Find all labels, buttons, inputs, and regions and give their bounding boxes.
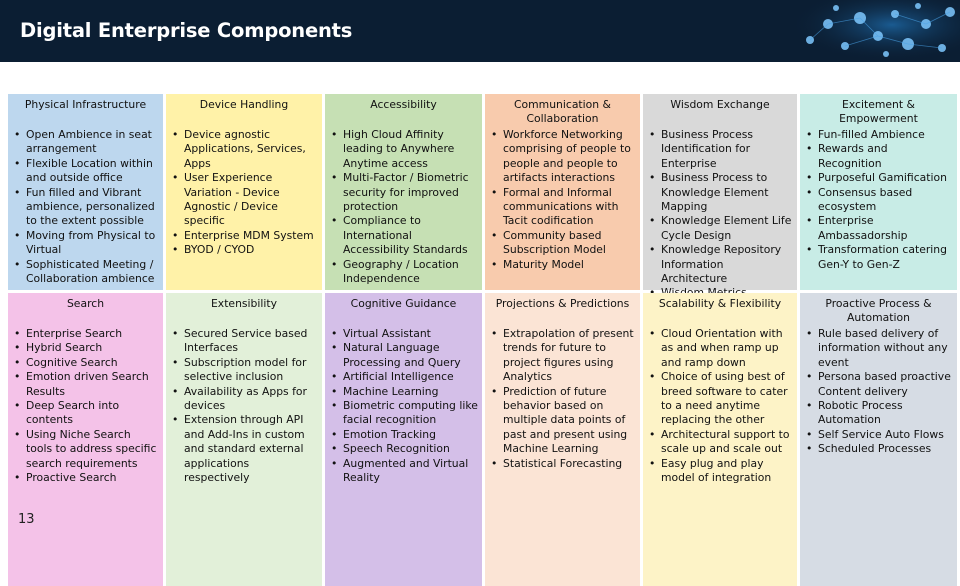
bullet-item: • Enterprise Ambassadorship [818, 214, 953, 243]
bullet-item: • Multi-Factor / Biometric security for improved protection [343, 171, 478, 214]
bullet-item: • Choice of using best of breed software to cater to a need anytime replacing the other [661, 370, 793, 428]
card-title: Device Handling [199, 98, 289, 111]
card-bullet-list [329, 327, 478, 485]
card-bullet-list [12, 128, 159, 286]
bullet-item: • Geography / Location Independence [343, 258, 478, 287]
bullet-item: • Persona based proactive Content delivery [818, 370, 953, 399]
bullet-item: • Scheduled Processes [818, 442, 953, 456]
card-bullet-list [12, 327, 159, 485]
bullet-item: • Purposeful Gamification [818, 171, 953, 185]
bullet-item: • Self Service Auto Flows [818, 428, 953, 442]
card-bullet-list [647, 128, 793, 301]
bullet-item: • Virtual Assistant [343, 327, 478, 341]
bullet-item: • Flexible Location within and outside office [26, 157, 159, 186]
bullet-item: • Biometric computing like facial recognition [343, 399, 478, 428]
search-card [8, 293, 163, 586]
bullet-item: • Fun filled and Vibrant ambience, personalized to the extent possible [26, 186, 159, 229]
bullet-item: • Proactive Search [26, 471, 159, 485]
bullet-item: • Availability as Apps for devices [184, 385, 318, 414]
communication-collaboration-card [485, 94, 640, 290]
bullet-item: • Emotion driven Search Results [26, 370, 159, 399]
bullet-item: • Prediction of future behavior based on multiple data points of past and present using Machine Learning [503, 385, 636, 457]
bullet-item: • Fun-filled Ambience [818, 128, 953, 142]
bullet-item: • Extrapolation of present trends for future to project figures using Analytics [503, 327, 636, 385]
bullet-item: • Workforce Networking comprising of people to people and people to artifacts interactions [503, 128, 636, 186]
bullet-item: • Deep Search into contents [26, 399, 159, 428]
bullet-item: • High Cloud Affinity leading to Anywhere Anytime access [343, 128, 478, 171]
components-row-1 [8, 94, 957, 290]
scalability-flexibility-card [643, 293, 797, 586]
card-title: Wisdom Exchange [670, 98, 770, 111]
physical-infrastructure-card [8, 94, 163, 290]
bullet-item: • User Experience Variation - Device Agnostic / Device specific [184, 171, 318, 229]
card-title: Projections & Predictions [495, 297, 630, 310]
card-title: Extensibility [210, 297, 278, 310]
card-bullet-list [804, 327, 953, 457]
bullet-item: • Cloud Orientation with as and when ramp up and ramp down [661, 327, 793, 370]
excitement-empowerment-card [800, 94, 957, 290]
bullet-item: • Community based Subscription Model [503, 229, 636, 258]
slide-title: Digital Enterprise Components [20, 19, 353, 42]
card-bullet-list [329, 128, 478, 286]
card-title: Excitement & Empowerment [839, 98, 918, 125]
bullet-item: • Architectural support to scale up and scale out [661, 428, 793, 457]
bullet-item: • Knowledge Repository Information Architecture [661, 243, 793, 286]
bullet-item: • Easy plug and play model of integration [661, 457, 793, 486]
bullet-item: • Machine Learning [343, 385, 478, 399]
card-bullet-list [804, 128, 953, 272]
bullet-item: • Enterprise Search [26, 327, 159, 341]
digital-network-decoration [790, 0, 960, 62]
bullet-item: • Speech Recognition [343, 442, 478, 456]
card-title: Cognitive Guidance [350, 297, 457, 310]
bullet-item: • Enterprise MDM System [184, 229, 318, 243]
bullet-item: • Natural Language Processing and Query [343, 341, 478, 370]
bullet-item: • Subscription model for selective inclusion [184, 356, 318, 385]
bullet-item: • Emotion Tracking [343, 428, 478, 442]
card-title: Accessibility [370, 98, 437, 111]
card-bullet-list [489, 128, 636, 272]
slide-header [0, 0, 960, 62]
accessibility-card [325, 94, 482, 290]
bullet-item: • Consensus based ecosystem [818, 186, 953, 215]
bullet-item: • Formal and Informal communications with Tacit codification [503, 186, 636, 229]
bullet-item: • Robotic Process Automation [818, 399, 953, 428]
bullet-item: • Rule based delivery of information without any event [818, 327, 953, 370]
cognitive-guidance-card [325, 293, 482, 586]
bullet-item: • Artificial Intelligence [343, 370, 478, 384]
bullet-item: • Transformation catering Gen-Y to Gen-Z [818, 243, 953, 272]
card-bullet-list [489, 327, 636, 471]
bullet-item: • Moving from Physical to Virtual [26, 229, 159, 258]
page-number: 13 [18, 512, 35, 527]
card-bullet-list [170, 327, 318, 485]
bullet-item: • Statistical Forecasting [503, 457, 636, 471]
wisdom-exchange-card [643, 94, 797, 290]
bullet-item: • Augmented and Virtual Reality [343, 457, 478, 486]
card-title: Communication & Collaboration [514, 98, 611, 125]
bullet-item: • Open Ambience in seat arrangement [26, 128, 159, 157]
bullet-item: • Extension through API and Add-Ins in custom and standard external applications respectively [184, 413, 318, 485]
extensibility-card [166, 293, 322, 586]
bullet-item: • Business Process Identification for Enterprise [661, 128, 793, 171]
bullet-item: • Cognitive Search [26, 356, 159, 370]
bullet-item: • Secured Service based Interfaces [184, 327, 318, 356]
card-title: Proactive Process & Automation [825, 297, 932, 324]
bullet-item: • Compliance to International Accessibility Standards [343, 214, 478, 257]
bullet-item: • Device agnostic Applications, Services, Apps [184, 128, 318, 171]
card-bullet-list [170, 128, 318, 258]
bullet-item: • Knowledge Element Life Cycle Design [661, 214, 793, 243]
card-title: Scalability & Flexibility [658, 297, 782, 310]
projections-predictions-card [485, 293, 640, 586]
device-handling-card [166, 94, 322, 290]
bullet-item: • Using Niche Search tools to address specific search requirements [26, 428, 159, 471]
bullet-item: • Hybrid Search [26, 341, 159, 355]
bullet-item: • Maturity Model [503, 258, 636, 272]
card-title: Physical Infrastructure [24, 98, 147, 111]
card-bullet-list [647, 327, 793, 485]
bullet-item: • Business Process to Knowledge Element Mapping [661, 171, 793, 214]
bullet-item: • Sophisticated Meeting / Collaboration ambience [26, 258, 159, 287]
bullet-item: • BYOD / CYOD [184, 243, 318, 257]
card-title: Search [66, 297, 105, 310]
proactive-process-automation-card [800, 293, 957, 586]
components-row-2 [8, 293, 957, 586]
bullet-item: • Rewards and Recognition [818, 142, 953, 171]
